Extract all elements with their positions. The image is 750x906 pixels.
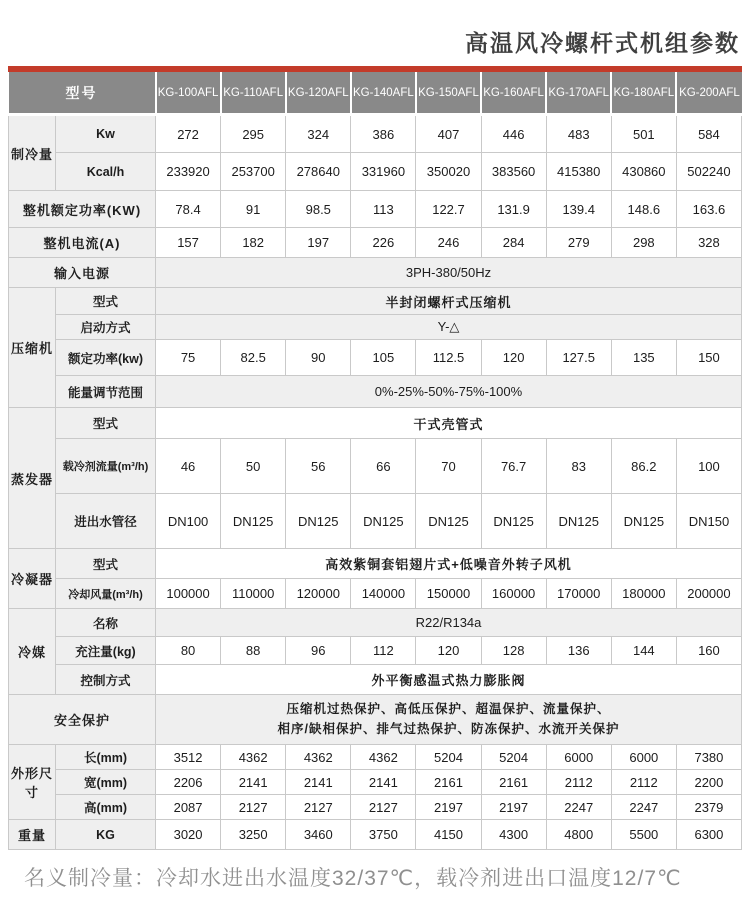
model-column-header: 型号 [9, 72, 156, 115]
table-row [9, 439, 742, 494]
row-label: 整机额定功率(KW) [9, 191, 156, 228]
model-header: KG-170AFL [546, 72, 611, 115]
table-row [9, 609, 742, 637]
value-cell: 2127 [221, 795, 286, 820]
value-cell: 3020 [156, 820, 221, 850]
row-label: 型式 [56, 408, 156, 439]
value-cell: 82.5 [221, 340, 286, 376]
value-cell: 407 [416, 115, 481, 153]
row-group-label: 制冷量 [9, 115, 56, 191]
row-label: Kcal/h [56, 153, 156, 191]
table-row [9, 494, 742, 549]
value-cell: 2112 [611, 770, 676, 795]
table-row [9, 376, 742, 408]
value-cell: 2127 [286, 795, 351, 820]
value-cell: 246 [416, 228, 481, 258]
value-cell: 182 [221, 228, 286, 258]
value-cell: 483 [546, 115, 611, 153]
value-cell: 50 [221, 439, 286, 494]
value-cell: 446 [481, 115, 546, 153]
row-label: 额定功率(kw) [56, 340, 156, 376]
value-cell: 386 [351, 115, 416, 153]
table-row [9, 637, 742, 665]
value-cell: 272 [156, 115, 221, 153]
table-row [9, 770, 742, 795]
value-cell: 415380 [546, 153, 611, 191]
value-cell: 200000 [676, 579, 741, 609]
row-label: 型式 [56, 288, 156, 315]
value-cell: 120 [481, 340, 546, 376]
model-header: KG-140AFL [351, 72, 416, 115]
value-cell: 75 [156, 340, 221, 376]
value-cell: 105 [351, 340, 416, 376]
row-label: 整机电流(A) [9, 228, 156, 258]
row-label: 宽(mm) [56, 770, 156, 795]
table-row [9, 745, 742, 770]
value-cell: 135 [611, 340, 676, 376]
value-cell: 2379 [676, 795, 741, 820]
value-cell: DN125 [221, 494, 286, 549]
row-group-label: 外形尺寸 [9, 745, 56, 820]
model-header: KG-150AFL [416, 72, 481, 115]
row-label: 输入电源 [9, 258, 156, 288]
span-value-cell: 外平衡感温式热力膨胀阀 [156, 665, 742, 695]
value-cell: 226 [351, 228, 416, 258]
value-cell: 284 [481, 228, 546, 258]
value-cell: 157 [156, 228, 221, 258]
table-row [9, 549, 742, 579]
row-group-label: 压缩机 [9, 288, 56, 408]
table-row [9, 315, 742, 340]
row-label: 充注量(kg) [56, 637, 156, 665]
row-label: 启动方式 [56, 315, 156, 340]
value-cell: 2141 [286, 770, 351, 795]
model-header: KG-160AFL [481, 72, 546, 115]
value-cell: 120 [416, 637, 481, 665]
row-label: 长(mm) [56, 745, 156, 770]
value-cell: 139.4 [546, 191, 611, 228]
value-cell: 584 [676, 115, 741, 153]
table-row [9, 258, 742, 288]
row-label: KG [56, 820, 156, 850]
row-group-label: 蒸发器 [9, 408, 56, 549]
value-cell: 128 [481, 637, 546, 665]
value-cell: 324 [286, 115, 351, 153]
value-cell: 3512 [156, 745, 221, 770]
value-cell: 2112 [546, 770, 611, 795]
value-cell: 5500 [611, 820, 676, 850]
value-cell: 110000 [221, 579, 286, 609]
value-cell: 90 [286, 340, 351, 376]
value-cell: 180000 [611, 579, 676, 609]
value-cell: DN125 [546, 494, 611, 549]
spec-table [8, 72, 742, 850]
table-row [9, 665, 742, 695]
table-row [9, 408, 742, 439]
value-cell: 4362 [351, 745, 416, 770]
value-cell: 4800 [546, 820, 611, 850]
value-cell: 140000 [351, 579, 416, 609]
value-cell: 150000 [416, 579, 481, 609]
value-cell: DN150 [676, 494, 741, 549]
value-cell: 331960 [351, 153, 416, 191]
value-cell: 122.7 [416, 191, 481, 228]
value-cell: DN125 [611, 494, 676, 549]
value-cell: 46 [156, 439, 221, 494]
row-label: 控制方式 [56, 665, 156, 695]
value-cell: 501 [611, 115, 676, 153]
row-group-label: 重量 [9, 820, 56, 850]
value-cell: 2247 [611, 795, 676, 820]
model-header: KG-110AFL [221, 72, 286, 115]
table-row [9, 288, 742, 315]
span-value-cell: 0%-25%-50%-75%-100% [156, 376, 742, 408]
value-cell: 279 [546, 228, 611, 258]
value-cell: 430860 [611, 153, 676, 191]
value-cell: 4362 [286, 745, 351, 770]
value-cell: 2127 [351, 795, 416, 820]
row-label: Kw [56, 115, 156, 153]
span-value-cell [156, 695, 742, 745]
model-header: KG-200AFL [676, 72, 741, 115]
safety-line: 相序/缺相保护、排气过热保护、防冻保护、水流开关保护 [277, 721, 620, 736]
value-cell: 76.7 [481, 439, 546, 494]
row-label: 载冷剂流量(m³/h) [56, 439, 156, 494]
row-group-label: 冷凝器 [9, 549, 56, 609]
value-cell: 100 [676, 439, 741, 494]
value-cell: DN125 [351, 494, 416, 549]
value-cell: 2141 [221, 770, 286, 795]
value-cell: 96 [286, 637, 351, 665]
value-cell: 328 [676, 228, 741, 258]
value-cell: 2087 [156, 795, 221, 820]
value-cell: 136 [546, 637, 611, 665]
value-cell: 3750 [351, 820, 416, 850]
value-cell: 131.9 [481, 191, 546, 228]
value-cell: 383560 [481, 153, 546, 191]
table-row [9, 820, 742, 850]
value-cell: 2200 [676, 770, 741, 795]
value-cell: 88 [221, 637, 286, 665]
value-cell: 148.6 [611, 191, 676, 228]
span-value-cell: 干式壳管式 [156, 408, 742, 439]
safety-line: 压缩机过热保护、高低压保护、超温保护、流量保护、 [286, 702, 611, 717]
value-cell: 120000 [286, 579, 351, 609]
value-cell: 197 [286, 228, 351, 258]
value-cell: 4300 [481, 820, 546, 850]
value-cell: 160000 [481, 579, 546, 609]
model-header: KG-180AFL [611, 72, 676, 115]
row-label: 高(mm) [56, 795, 156, 820]
value-cell: 6300 [676, 820, 741, 850]
value-cell: 66 [351, 439, 416, 494]
span-value-cell: R22/R134a [156, 609, 742, 637]
value-cell: DN125 [416, 494, 481, 549]
value-cell: 2197 [481, 795, 546, 820]
value-cell: 278640 [286, 153, 351, 191]
value-cell: DN125 [481, 494, 546, 549]
value-cell: 56 [286, 439, 351, 494]
value-cell: 3460 [286, 820, 351, 850]
table-row [9, 191, 742, 228]
row-label: 名称 [56, 609, 156, 637]
value-cell: 2197 [416, 795, 481, 820]
value-cell: 2161 [481, 770, 546, 795]
value-cell: 2161 [416, 770, 481, 795]
row-label: 型式 [56, 549, 156, 579]
value-cell: 80 [156, 637, 221, 665]
value-cell: 150 [676, 340, 741, 376]
page-title: 高温风冷螺杆式机组参数 [465, 30, 740, 56]
value-cell: 2247 [546, 795, 611, 820]
row-label: 进出水管径 [56, 494, 156, 549]
value-cell: 2141 [351, 770, 416, 795]
header-row [9, 72, 742, 115]
value-cell: 4362 [221, 745, 286, 770]
value-cell: 253700 [221, 153, 286, 191]
value-cell: 233920 [156, 153, 221, 191]
table-row [9, 228, 742, 258]
value-cell: 100000 [156, 579, 221, 609]
value-cell: DN125 [286, 494, 351, 549]
span-value-cell: 半封闭螺杆式压缩机 [156, 288, 742, 315]
value-cell: 78.4 [156, 191, 221, 228]
model-header: KG-120AFL [286, 72, 351, 115]
value-cell: 4150 [416, 820, 481, 850]
row-label: 能量调节范围 [56, 376, 156, 408]
value-cell: 127.5 [546, 340, 611, 376]
value-cell: DN100 [156, 494, 221, 549]
value-cell: 5204 [416, 745, 481, 770]
value-cell: 350020 [416, 153, 481, 191]
value-cell: 144 [611, 637, 676, 665]
value-cell: 83 [546, 439, 611, 494]
row-group-label: 冷媒 [9, 609, 56, 695]
table-row [9, 115, 742, 153]
table-row [9, 695, 742, 745]
value-cell: 295 [221, 115, 286, 153]
table-row [9, 579, 742, 609]
value-cell: 502240 [676, 153, 741, 191]
value-cell: 113 [351, 191, 416, 228]
value-cell: 6000 [611, 745, 676, 770]
value-cell: 112.5 [416, 340, 481, 376]
span-value-cell: Y-△ [156, 315, 742, 340]
value-cell: 7380 [676, 745, 741, 770]
row-label: 安全保护 [9, 695, 156, 745]
value-cell: 98.5 [286, 191, 351, 228]
value-cell: 5204 [481, 745, 546, 770]
nominal-capacity-note: 名义制冷量：冷却水进出水温度32/37℃，载冷剂进出口温度12/7℃ [24, 867, 682, 890]
value-cell: 2206 [156, 770, 221, 795]
value-cell: 112 [351, 637, 416, 665]
value-cell: 3250 [221, 820, 286, 850]
table-row [9, 153, 742, 191]
value-cell: 163.6 [676, 191, 741, 228]
value-cell: 70 [416, 439, 481, 494]
value-cell: 86.2 [611, 439, 676, 494]
table-row [9, 795, 742, 820]
row-label: 冷却风量(m³/h) [56, 579, 156, 609]
span-value-cell: 3PH-380/50Hz [156, 258, 742, 288]
value-cell: 170000 [546, 579, 611, 609]
value-cell: 160 [676, 637, 741, 665]
value-cell: 298 [611, 228, 676, 258]
model-header: KG-100AFL [156, 72, 221, 115]
value-cell: 91 [221, 191, 286, 228]
span-value-cell: 高效紫铜套铝翅片式+低噪音外转子风机 [156, 549, 742, 579]
value-cell: 6000 [546, 745, 611, 770]
table-row [9, 340, 742, 376]
